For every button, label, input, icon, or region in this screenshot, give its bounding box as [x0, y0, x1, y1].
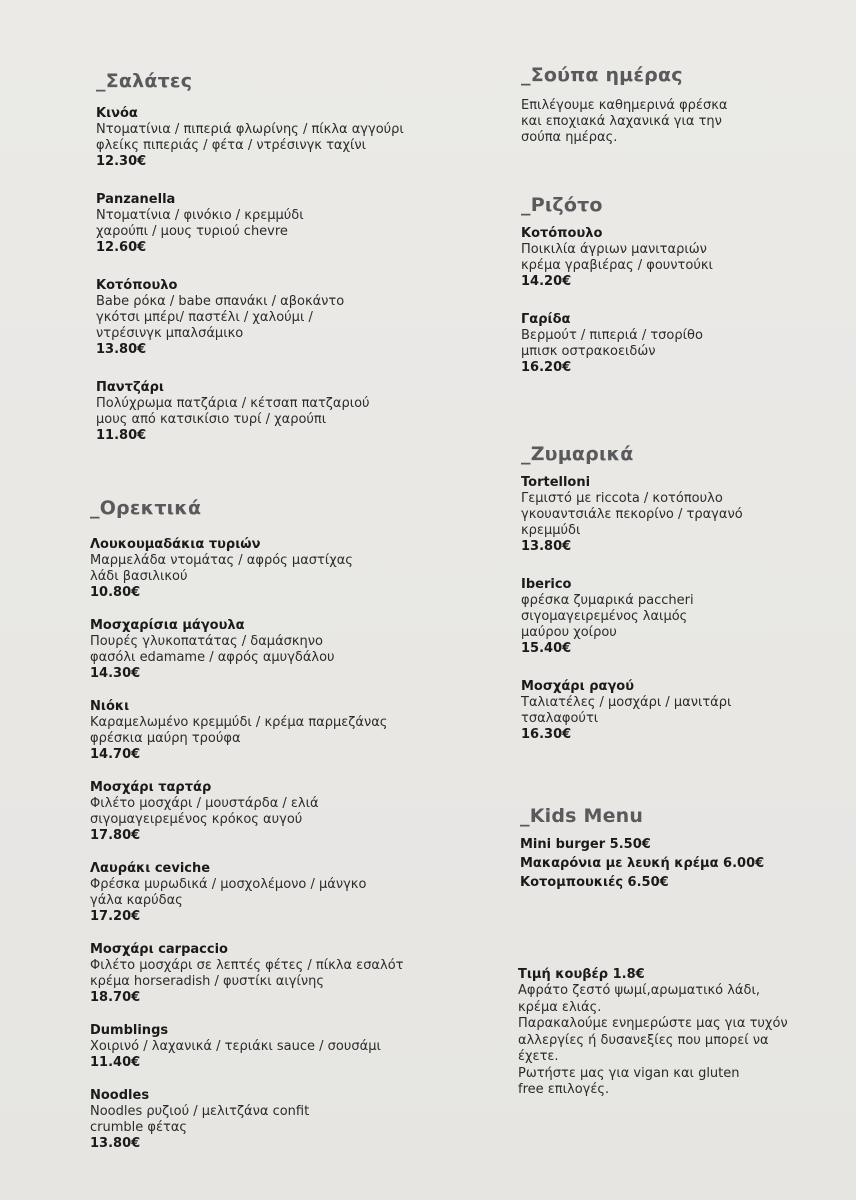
item-name: Κινόα [96, 106, 138, 121]
item-description: κρεμμύδι [521, 523, 581, 538]
menu-item [521, 475, 821, 555]
item-name: Παντζάρι [96, 380, 164, 395]
item-name: Tortelloni [521, 475, 591, 490]
section-title: _Σαλάτες [96, 70, 193, 92]
menu-item [521, 312, 821, 376]
item-description: Ντοματίνια / φινόκιο / κρεμμύδι [96, 208, 304, 223]
item-name: Iberico [521, 577, 572, 592]
section-notes [518, 966, 838, 1099]
item-description: λάδι βασιλικού [90, 569, 188, 584]
menu-item [90, 861, 470, 925]
item-description: τσαλαφούτι [521, 711, 599, 726]
item-price: 14.30€ [90, 666, 141, 681]
item-price: 18.70€ [90, 990, 141, 1005]
item-description: Γεμιστό με riccota / κοτόπουλο [521, 491, 723, 506]
item-description: κρέμα horseradish / φυστίκι αιγίνης [90, 974, 324, 989]
item-price: 11.80€ [96, 428, 147, 443]
section-title: _Ριζότο [521, 194, 603, 216]
item-description: Πουρές γλυκοπατάτας / δαμάσκηνο [90, 634, 323, 649]
section-zymarika [521, 443, 821, 765]
item-description: μπισκ οστρακοειδών [521, 344, 656, 359]
menu-item [96, 278, 456, 358]
kids-item: Μακαρόνια με λευκή κρέμα 6.00€ [520, 856, 765, 871]
item-description: Χοιρινό / λαχανικά / τεριάκι sauce / σουσάμι [90, 1039, 381, 1054]
note-line: Ρωτήστε μας για vigan και gluten [518, 1065, 740, 1081]
item-price: 12.30€ [96, 154, 147, 169]
menu-item [90, 1088, 470, 1152]
menu-item [90, 537, 470, 601]
item-price: 12.60€ [96, 240, 147, 255]
item-name: Νιόκι [90, 699, 130, 714]
menu-item [90, 618, 470, 682]
item-description: φλείκς πιπεριάς / φέτα / ντρέσινγκ ταχίνι [96, 138, 367, 153]
item-description: Φιλέτο μοσχάρι σε λεπτές φέτες / πίκλα εσαλότ [90, 958, 404, 973]
item-name: Λαυράκι ceviche [90, 861, 211, 876]
note-line: free επιλογές. [518, 1082, 610, 1097]
item-description: Babe ρόκα / babe σπανάκι / αβοκάντο [96, 294, 345, 309]
item-description: Πολύχρωμα πατζάρια / κέτσαπ πατζαριού [96, 396, 370, 411]
item-description: φασόλι edamame / αφρός αμυγδάλου [90, 650, 335, 665]
section-rizoto [521, 194, 821, 398]
item-description: φρέσκα ζυμαρικά paccheri [521, 593, 694, 608]
item-description: κρέμα γραβιέρας / φουντούκι [521, 258, 713, 273]
section-title: _Kids Menu [520, 805, 644, 827]
item-description: ντρέσινγκ μπαλσάμικο [96, 326, 244, 341]
item-name: Μοσχάρι ραγού [521, 679, 635, 694]
menu-item [96, 380, 456, 444]
item-description: σιγομαγειρεμένος λαιμός [521, 609, 688, 624]
item-price: 13.80€ [90, 1136, 141, 1151]
section-title: _Ζυμαρικά [521, 443, 634, 465]
section-salates [96, 70, 456, 466]
section-kids [520, 805, 820, 892]
menu-item [521, 226, 821, 290]
item-price: 17.20€ [90, 909, 141, 924]
item-description: γκότσι μπέρι/ παστέλι / χαλούμι / [96, 310, 313, 325]
item-price: 11.40€ [90, 1055, 141, 1070]
item-price: 14.20€ [521, 274, 572, 289]
menu-item [90, 699, 470, 763]
item-name: Panzanella [96, 192, 176, 207]
section-orektika [90, 497, 470, 1169]
menu-item [96, 192, 456, 256]
note-line: Παρακαλούμε ενημερώστε μας για τυχόν [518, 1016, 788, 1031]
cover-charge: Τιμή κουβέρ 1.8€ [518, 967, 645, 982]
item-price: 16.30€ [521, 727, 572, 742]
item-price: 10.80€ [90, 585, 141, 600]
menu-item [96, 106, 456, 170]
item-price: 15.40€ [521, 641, 572, 656]
item-description: μαύρου χοίρου [521, 625, 617, 640]
menu-item [90, 780, 470, 844]
soupa-intro: Επιλέγουμε καθημερινά φρέσκα και εποχιακά λαχανικά για την σούπα ημέρας. [521, 98, 728, 145]
note-line: αλλεργίες ή δυσανεξίες που μπορεί να [518, 1032, 769, 1048]
item-description: γκουαντσιάλε πεκορίνο / τραγανό [521, 507, 743, 522]
menu-item [90, 942, 470, 1006]
item-price: 13.80€ [96, 342, 147, 357]
section-title: _Σούπα ημέρας [521, 64, 683, 86]
item-description: μους από κατσικίσιο τυρί / χαρούπι [96, 412, 327, 427]
item-description: Φρέσκα μυρωδικά / μοσχολέμονο / μάνγκο [90, 877, 367, 892]
menu-item [90, 1023, 470, 1071]
menu-item [521, 577, 821, 657]
item-description: Καραμελωμένο κρεμμύδι / κρέμα παρμεζάνας [90, 715, 388, 730]
item-price: 17.80€ [90, 828, 141, 843]
kids-item: Κοτομπουκιές 6.50€ [520, 875, 669, 890]
item-description: χαρούπι / μους τυριού chevre [96, 224, 288, 239]
item-description: Φιλέτο μοσχάρι / μουστάρδα / ελιά [90, 796, 319, 811]
item-description: Noodles ρυζιού / μελιτζάνα confit [90, 1104, 310, 1119]
item-name: Noodles [90, 1088, 150, 1103]
note-line: έχετε. [518, 1049, 559, 1064]
item-name: Μοσχάρι carpaccio [90, 942, 228, 957]
item-price: 14.70€ [90, 747, 141, 762]
item-description: Ποικιλία άγριων μανιταριών [521, 242, 707, 257]
kids-item: Mini burger 5.50€ [520, 837, 651, 852]
item-name: Κοτόπουλο [521, 226, 603, 241]
item-description: Μαρμελάδα ντομάτας / αφρός μαστίχας [90, 553, 353, 568]
section-title: _Ορεκτικά [90, 497, 202, 519]
item-name: Γαρίδα [521, 312, 571, 327]
item-description: φρέσκια μαύρη τρούφα [90, 731, 241, 746]
item-name: Λουκουμαδάκια τυριών [90, 537, 261, 552]
item-name: Dumblings [90, 1023, 169, 1038]
item-description: Βερμούτ / πιπεριά / τσορίθο [521, 328, 703, 343]
note-line: Αφράτο ζεστό ψωμί,αρωματικό λάδι, [518, 983, 760, 998]
item-name: Μοσχαρίσια μάγουλα [90, 618, 245, 633]
item-price: 13.80€ [521, 539, 572, 554]
item-name: Κοτόπουλο [96, 278, 178, 293]
item-name: Μοσχάρι ταρτάρ [90, 780, 212, 795]
item-price: 16.20€ [521, 360, 572, 375]
note-line: κρέμα ελιάς. [518, 999, 602, 1015]
item-description: γάλα καρύδας [90, 893, 183, 908]
item-description: Ταλιατέλες / μοσχάρι / μανιτάρι [521, 695, 732, 710]
item-description: σιγομαγειρεμένος κρόκος αυγού [90, 812, 303, 827]
item-description: crumble φέτας [90, 1120, 188, 1135]
menu-item [521, 679, 821, 743]
section-soupa [521, 64, 821, 146]
item-description: Ντοματίνια / πιπεριά φλωρίνης / πίκλα αγγούρι [96, 122, 404, 137]
